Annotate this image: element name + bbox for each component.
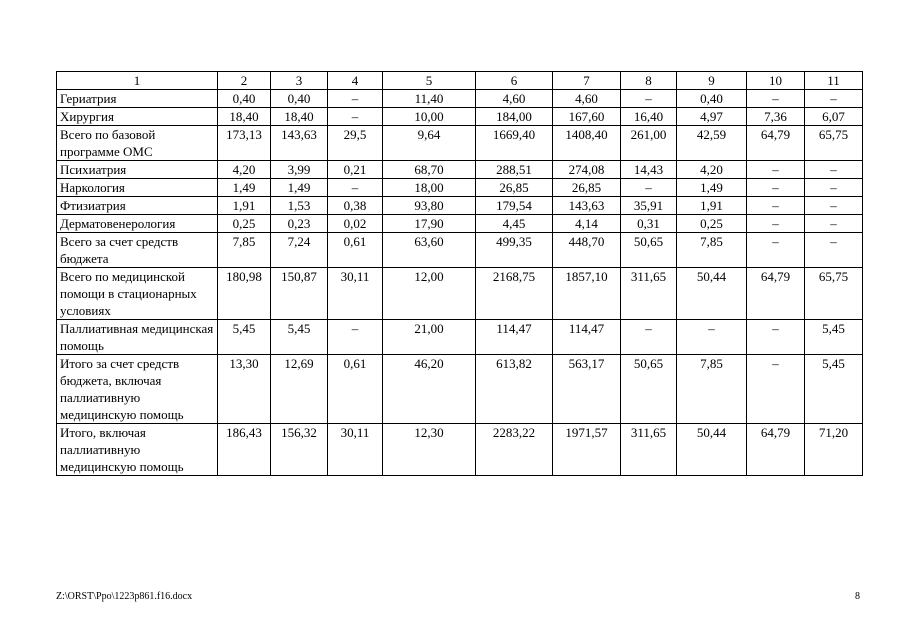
table-cell: 26,85 [476,179,553,197]
table-cell: – [805,215,863,233]
column-header: 4 [328,72,383,90]
table-cell: – [328,108,383,126]
table-cell: – [805,179,863,197]
table-row [57,126,863,161]
table-cell: 1,49 [677,179,747,197]
table-cell: 71,20 [805,424,863,476]
table-cell: 4,60 [553,90,621,108]
column-header: 2 [218,72,271,90]
table-cell: 0,40 [271,90,328,108]
table-cell: – [328,90,383,108]
table-cell: 7,24 [271,233,328,268]
table-cell: 274,08 [553,161,621,179]
table-cell: 1,49 [218,179,271,197]
row-label: Психиатрия [57,161,218,179]
table-cell: 68,70 [383,161,476,179]
table-cell: 499,35 [476,233,553,268]
table-cell: – [747,320,805,355]
table-cell: 6,07 [805,108,863,126]
table-cell: 0,25 [677,215,747,233]
table-cell: 30,11 [328,268,383,320]
table-cell: 64,79 [747,126,805,161]
table-cell: – [747,179,805,197]
table-cell: 4,14 [553,215,621,233]
table-cell: 17,90 [383,215,476,233]
row-label: Гериатрия [57,90,218,108]
table-cell: 0,25 [218,215,271,233]
table-cell: 63,60 [383,233,476,268]
table-cell: – [747,215,805,233]
table-cell: 18,40 [218,108,271,126]
table-cell: 7,36 [747,108,805,126]
table-cell: 12,69 [271,355,328,424]
table-cell: 13,30 [218,355,271,424]
row-label: Всего за счет средств бюджета [57,233,218,268]
table-cell: 50,65 [621,355,677,424]
table-cell: 0,61 [328,355,383,424]
table-cell: 2283,22 [476,424,553,476]
table-cell: 12,30 [383,424,476,476]
column-header: 1 [57,72,218,90]
table-cell: – [747,355,805,424]
column-header: 8 [621,72,677,90]
table-cell: – [621,320,677,355]
table-cell: 311,65 [621,268,677,320]
table-cell: 5,45 [271,320,328,355]
header-row [57,72,863,90]
table-cell: 65,75 [805,126,863,161]
table-cell: 563,17 [553,355,621,424]
table-cell: – [747,233,805,268]
table-cell: 114,47 [476,320,553,355]
table-cell: 65,75 [805,268,863,320]
table-cell: 186,43 [218,424,271,476]
table-cell: 0,40 [218,90,271,108]
table-cell: – [621,90,677,108]
table-cell: 0,21 [328,161,383,179]
table-cell: 30,11 [328,424,383,476]
table-cell: 12,00 [383,268,476,320]
table-cell: 4,97 [677,108,747,126]
table-cell: 50,65 [621,233,677,268]
table-row [57,179,863,197]
table-cell: 1,91 [677,197,747,215]
table-row [57,215,863,233]
table-cell: 26,85 [553,179,621,197]
table-row [57,90,863,108]
table-cell: 0,40 [677,90,747,108]
row-label: Дерматовенерология [57,215,218,233]
table-cell: – [328,320,383,355]
table-cell: 21,00 [383,320,476,355]
table-cell: 9,64 [383,126,476,161]
table-cell: 179,54 [476,197,553,215]
table-cell: 613,82 [476,355,553,424]
table-row [57,355,863,424]
table-cell: 0,23 [271,215,328,233]
column-header: 9 [677,72,747,90]
column-header: 5 [383,72,476,90]
column-header: 11 [805,72,863,90]
page-number: 8 [855,591,860,602]
table-cell: – [805,233,863,268]
table-row [57,268,863,320]
table-cell: 1669,40 [476,126,553,161]
table-cell: 93,80 [383,197,476,215]
table-cell: 4,20 [677,161,747,179]
table-cell: 4,60 [476,90,553,108]
table-cell: 7,85 [218,233,271,268]
table-body [57,72,863,476]
table-cell: – [328,179,383,197]
row-label: Итого за счет средств бюджета, включая паллиативную медицинскую помощь [57,355,218,424]
table-cell: 18,00 [383,179,476,197]
table-cell: 5,45 [805,320,863,355]
column-header: 10 [747,72,805,90]
table-cell: 46,20 [383,355,476,424]
table-cell: 42,59 [677,126,747,161]
table-cell: 3,99 [271,161,328,179]
table-cell: – [677,320,747,355]
row-label: Паллиативная медицинская помощь [57,320,218,355]
table-cell: 2168,75 [476,268,553,320]
table-cell: 1408,40 [553,126,621,161]
table-cell: 0,61 [328,233,383,268]
table-cell: 64,79 [747,268,805,320]
table-cell: – [805,90,863,108]
table-cell: 64,79 [747,424,805,476]
row-label: Наркология [57,179,218,197]
table-cell: – [805,161,863,179]
row-label: Всего по медицинской помощи в стационарных условиях [57,268,218,320]
table-cell: 311,65 [621,424,677,476]
table-cell: – [747,197,805,215]
table-cell: 184,00 [476,108,553,126]
column-header: 6 [476,72,553,90]
table-cell: 1,91 [218,197,271,215]
data-table [56,71,863,476]
footer-file-path: Z:\ORST\Ppo\1223p861.f16.docx [56,591,193,602]
row-label: Хирургия [57,108,218,126]
table-cell: 11,40 [383,90,476,108]
row-label: Всего по базовой программе ОМС [57,126,218,161]
table-cell: 143,63 [553,197,621,215]
table-cell: 7,85 [677,233,747,268]
table-cell: 156,32 [271,424,328,476]
table-row [57,233,863,268]
column-header: 3 [271,72,328,90]
table-cell: – [747,161,805,179]
table-cell: 18,40 [271,108,328,126]
table-cell: 4,45 [476,215,553,233]
table-cell: 0,31 [621,215,677,233]
table-row [57,108,863,126]
table-cell: 0,02 [328,215,383,233]
row-label: Фтизиатрия [57,197,218,215]
table-row [57,424,863,476]
row-label: Итого, включая паллиативную медицинскую помощь [57,424,218,476]
table-cell: 50,44 [677,424,747,476]
table-cell: 5,45 [218,320,271,355]
table-cell: – [621,179,677,197]
table-cell: 173,13 [218,126,271,161]
table-cell: – [747,90,805,108]
table-cell: 35,91 [621,197,677,215]
table-cell: 143,63 [271,126,328,161]
table-cell: – [805,197,863,215]
table-cell: 114,47 [553,320,621,355]
table-cell: 50,44 [677,268,747,320]
table-cell: 180,98 [218,268,271,320]
table-row [57,161,863,179]
table-cell: 29,5 [328,126,383,161]
table-cell: 14,43 [621,161,677,179]
table-row [57,197,863,215]
table-cell: 1,49 [271,179,328,197]
table-cell: 7,85 [677,355,747,424]
table-cell: 16,40 [621,108,677,126]
table-cell: 167,60 [553,108,621,126]
table-cell: 0,38 [328,197,383,215]
table-cell: 5,45 [805,355,863,424]
table-cell: 10,00 [383,108,476,126]
table-cell: 1,53 [271,197,328,215]
table-cell: 1857,10 [553,268,621,320]
table-cell: 261,00 [621,126,677,161]
table-cell: 1971,57 [553,424,621,476]
column-header: 7 [553,72,621,90]
table-cell: 150,87 [271,268,328,320]
table-cell: 4,20 [218,161,271,179]
table-cell: 288,51 [476,161,553,179]
table-cell: 448,70 [553,233,621,268]
table-row [57,320,863,355]
